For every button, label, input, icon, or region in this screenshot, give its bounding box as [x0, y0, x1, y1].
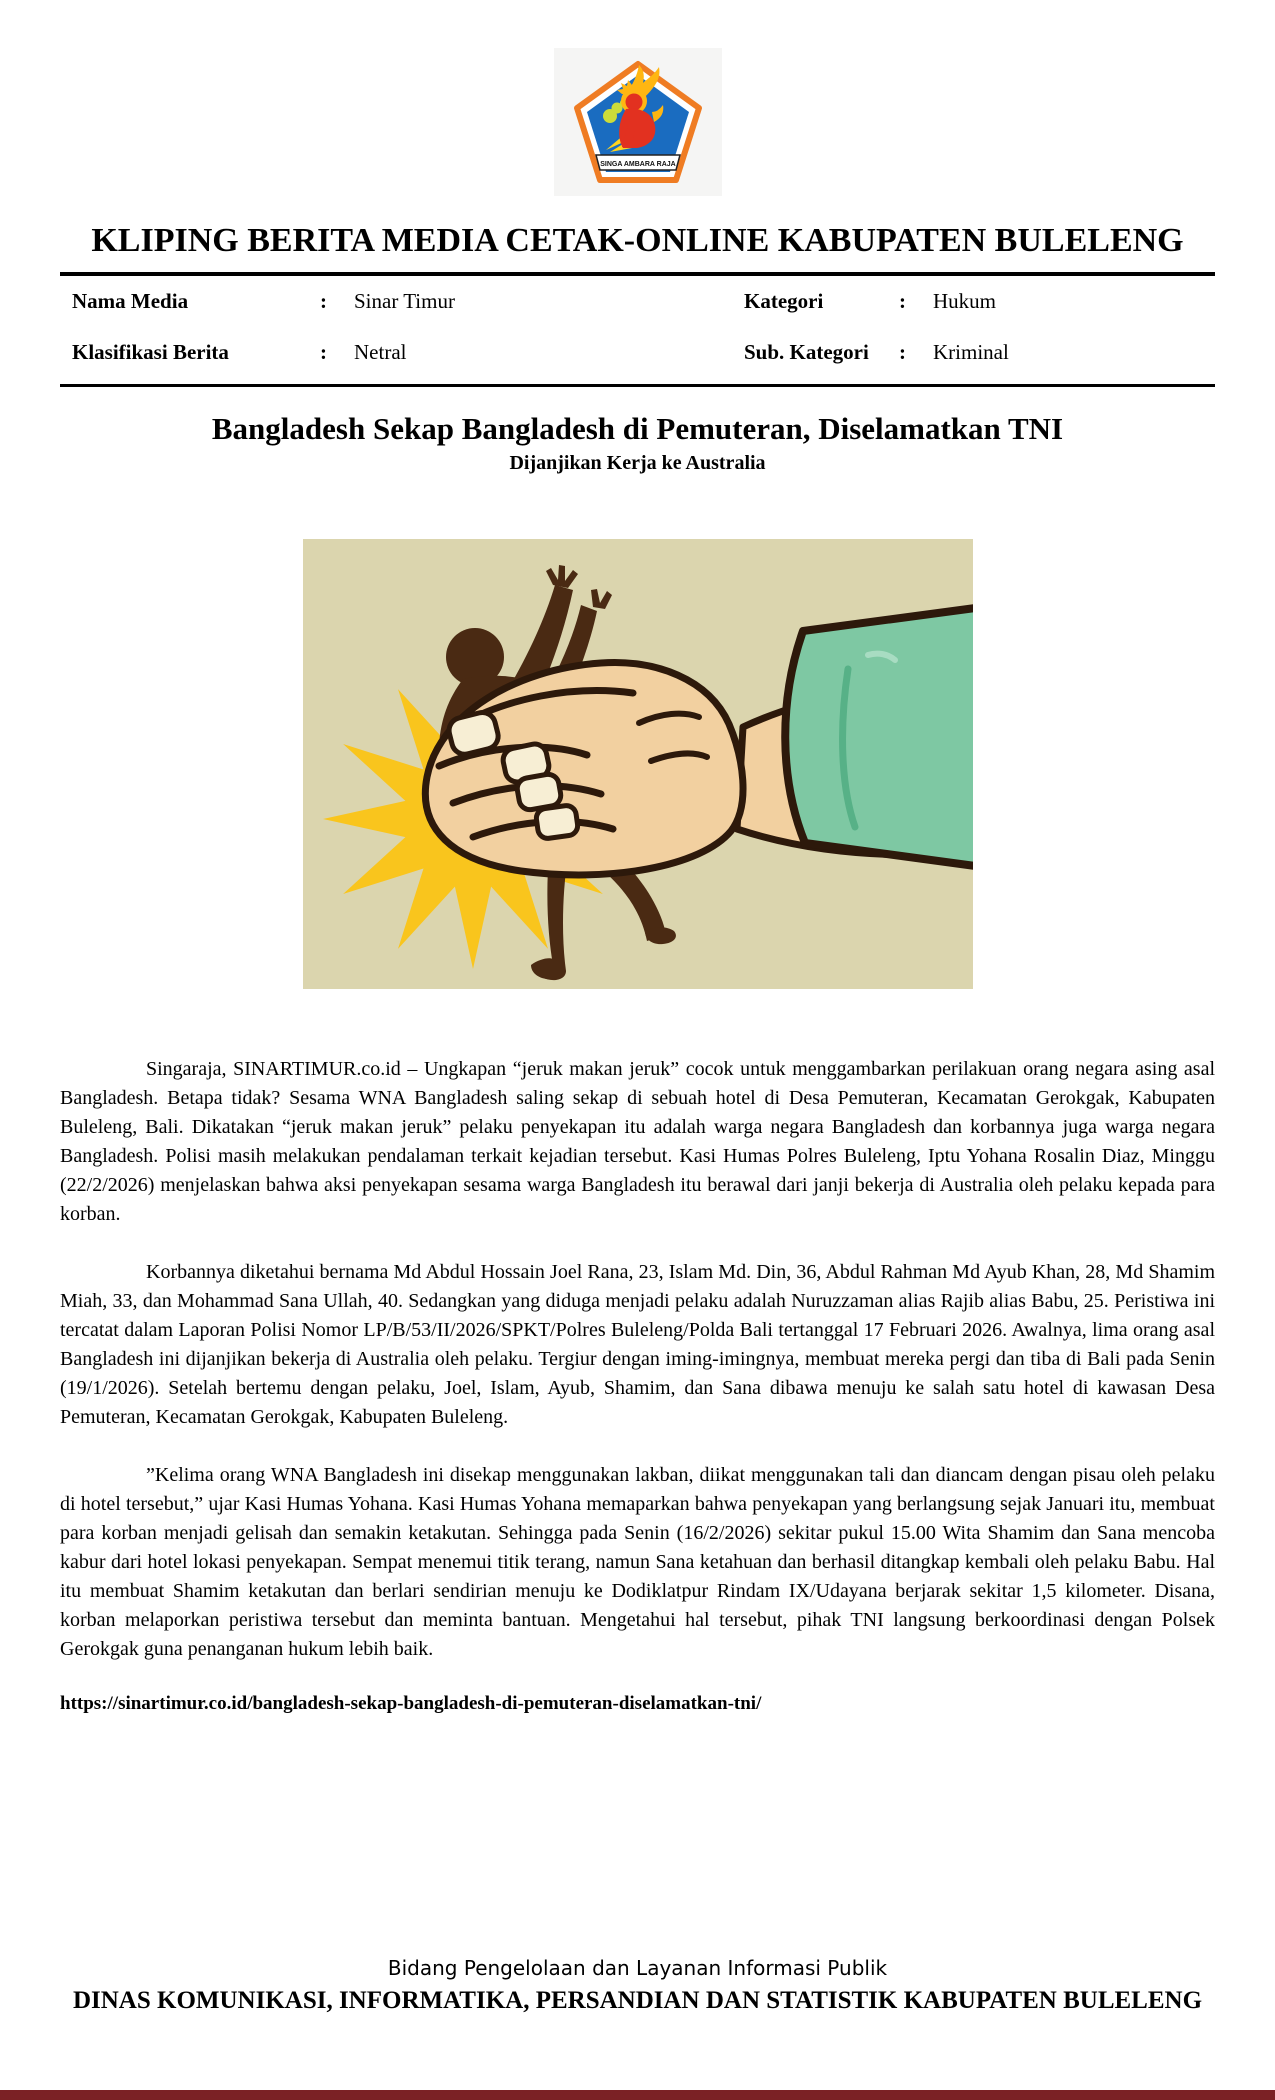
footer-division-line: Bidang Pengelolaan dan Layanan Informasi Publik	[387, 1956, 888, 1980]
nama-media-value: Sinar Timur	[354, 289, 455, 313]
green-sleeve	[785, 607, 973, 867]
document-title: KLIPING BERITA MEDIA CETAK-ONLINE KABUPATEN BULELENG	[91, 222, 1184, 259]
footer	[0, 1956, 1275, 2015]
kategori-value: Hukum	[933, 289, 996, 313]
colon: :	[899, 289, 906, 313]
footer-agency-line: DINAS KOMUNIKASI, INFORMATIKA, PERSANDIAN DAN STATISTIK KABUPATEN BULELENG	[72, 1987, 1203, 2014]
divider-thin	[60, 384, 1215, 387]
klasifikasi-label: Klasifikasi Berita	[72, 340, 229, 364]
article-body	[60, 1055, 1215, 1664]
kidnapping-illustration	[303, 539, 973, 989]
singa-ambara-raja-emblem-icon	[568, 56, 708, 188]
colon: :	[320, 289, 327, 313]
sub-kategori-value: Kriminal	[933, 340, 1009, 364]
emblem-banner-text: SINGA AMBARA RAJA	[599, 161, 676, 168]
logo-row	[0, 0, 1275, 196]
kategori-label: Kategori	[744, 289, 824, 313]
illustration-wrap	[0, 539, 1275, 989]
article-subtitle: Dijanjikan Kerja ke Australia	[509, 452, 766, 474]
footer-accent-bar	[0, 2090, 1275, 2100]
klasifikasi-value: Netral	[354, 340, 407, 364]
article-paragraph: Singaraja, SINARTIMUR.co.id – Ungkapan “jeruk makan jeruk” cocok untuk menggambarkan perilakuan orang negara asing asal Bangladesh. Betapa tidak? Sesama WNA Bangladesh saling sekap di sebuah hotel di Desa Pemuteran, Kecamatan Gerokgak, Kabupaten Buleleng, Bali. Dikatakan “jeruk makan jeruk” pelaku penyekapan itu adalah warga negara Bangladesh dan korbannya juga warga negara Bangladesh. Polisi masih melakukan pendalaman terkait kejadian tersebut. Kasi Humas Polres Buleleng, Iptu Yohana Rosalin Diaz, Minggu (22/2/2026) menjelaskan bahwa aksi penyekapan sesama warga Bangladesh itu berawal dari janji bekerja di Australia oleh pelaku kepada para korban.	[60, 1058, 1215, 1225]
colon: :	[320, 340, 327, 364]
buleleng-regency-seal	[554, 48, 722, 196]
meta-row-2	[60, 327, 1215, 378]
nama-media-label: Nama Media	[72, 289, 189, 313]
article-title: Bangladesh Sekap Bangladesh di Pemuteran, Diselamatkan TNI	[211, 411, 1064, 446]
colon: :	[899, 340, 906, 364]
sub-kategori-label: Sub. Kategori	[744, 340, 869, 364]
meta-row-1	[60, 276, 1215, 327]
article-paragraph: Korbannya diketahui bernama Md Abdul Hossain Joel Rana, 23, Islam Md. Din, 36, Abdul Rahman Md Ayub Khan, 28, Md Shamim Miah, 33, dan Mohammad Sana Ullah, 40. Sedangkan yang diduga menjadi pelaku adalah Nuruzzaman alias Rajib alias Babu, 25. Peristiwa ini tercatat dalam Laporan Polisi Nomor LP/B/53/II/2026/SPKT/Polres Buleleng/Polda Bali tertanggal 17 Februari 2026. Awalnya, lima orang asal Bangladesh ini dijanjikan bekerja di Australia oleh pelaku. Tergiur dengan iming-imingnya, membuat mereka pergi dan tiba di Bali pada Senin (19/1/2026). Setelah bertemu dengan pelaku, Joel, Islam, Ayub, Shamim, dan Sana dibawa menuju ke salah satu hotel di kawasan Desa Pemuteran, Kecamatan Gerokgak, Kabupaten Buleleng.	[60, 1261, 1215, 1428]
source-url: https://sinartimur.co.id/bangladesh-sekap-bangladesh-di-pemuteran-diselamatkan-tni/	[60, 1693, 762, 1714]
article-paragraph: ”Kelima orang WNA Bangladesh ini disekap menggunakan lakban, diikat menggunakan tali dan diancam dengan pisau oleh pelaku di hotel tersebut,” ujar Kasi Humas Yohana. Kasi Humas Yohana memaparkan bahwa penyekapan yang berlangsung sejak Januari itu, membuat para korban menjadi gelisah dan semakin ketakutan. Sehingga pada Senin (16/2/2026) sekitar pukul 15.00 Wita Shamim dan Sana mencoba kabur dari hotel lokasi penyekapan. Sempat menemui titik terang, namun Sana ketahuan dan berhasil ditangkap kembali oleh pelaku Babu. Hal itu membuat Shamim ketakutan dan berlari sendirian menuju ke Dodiklatpur Rindam IX/Udayana berjarak sekitar 1,5 kilometer. Disana, korban melaporkan peristiwa tersebut dan meminta bantuan. Mengetahui hal tersebut, pihak TNI langsung berkoordinasi dengan Polsek Gerokgak guna penanganan hukum lebih baik.	[60, 1464, 1215, 1660]
meta-table	[60, 276, 1215, 378]
